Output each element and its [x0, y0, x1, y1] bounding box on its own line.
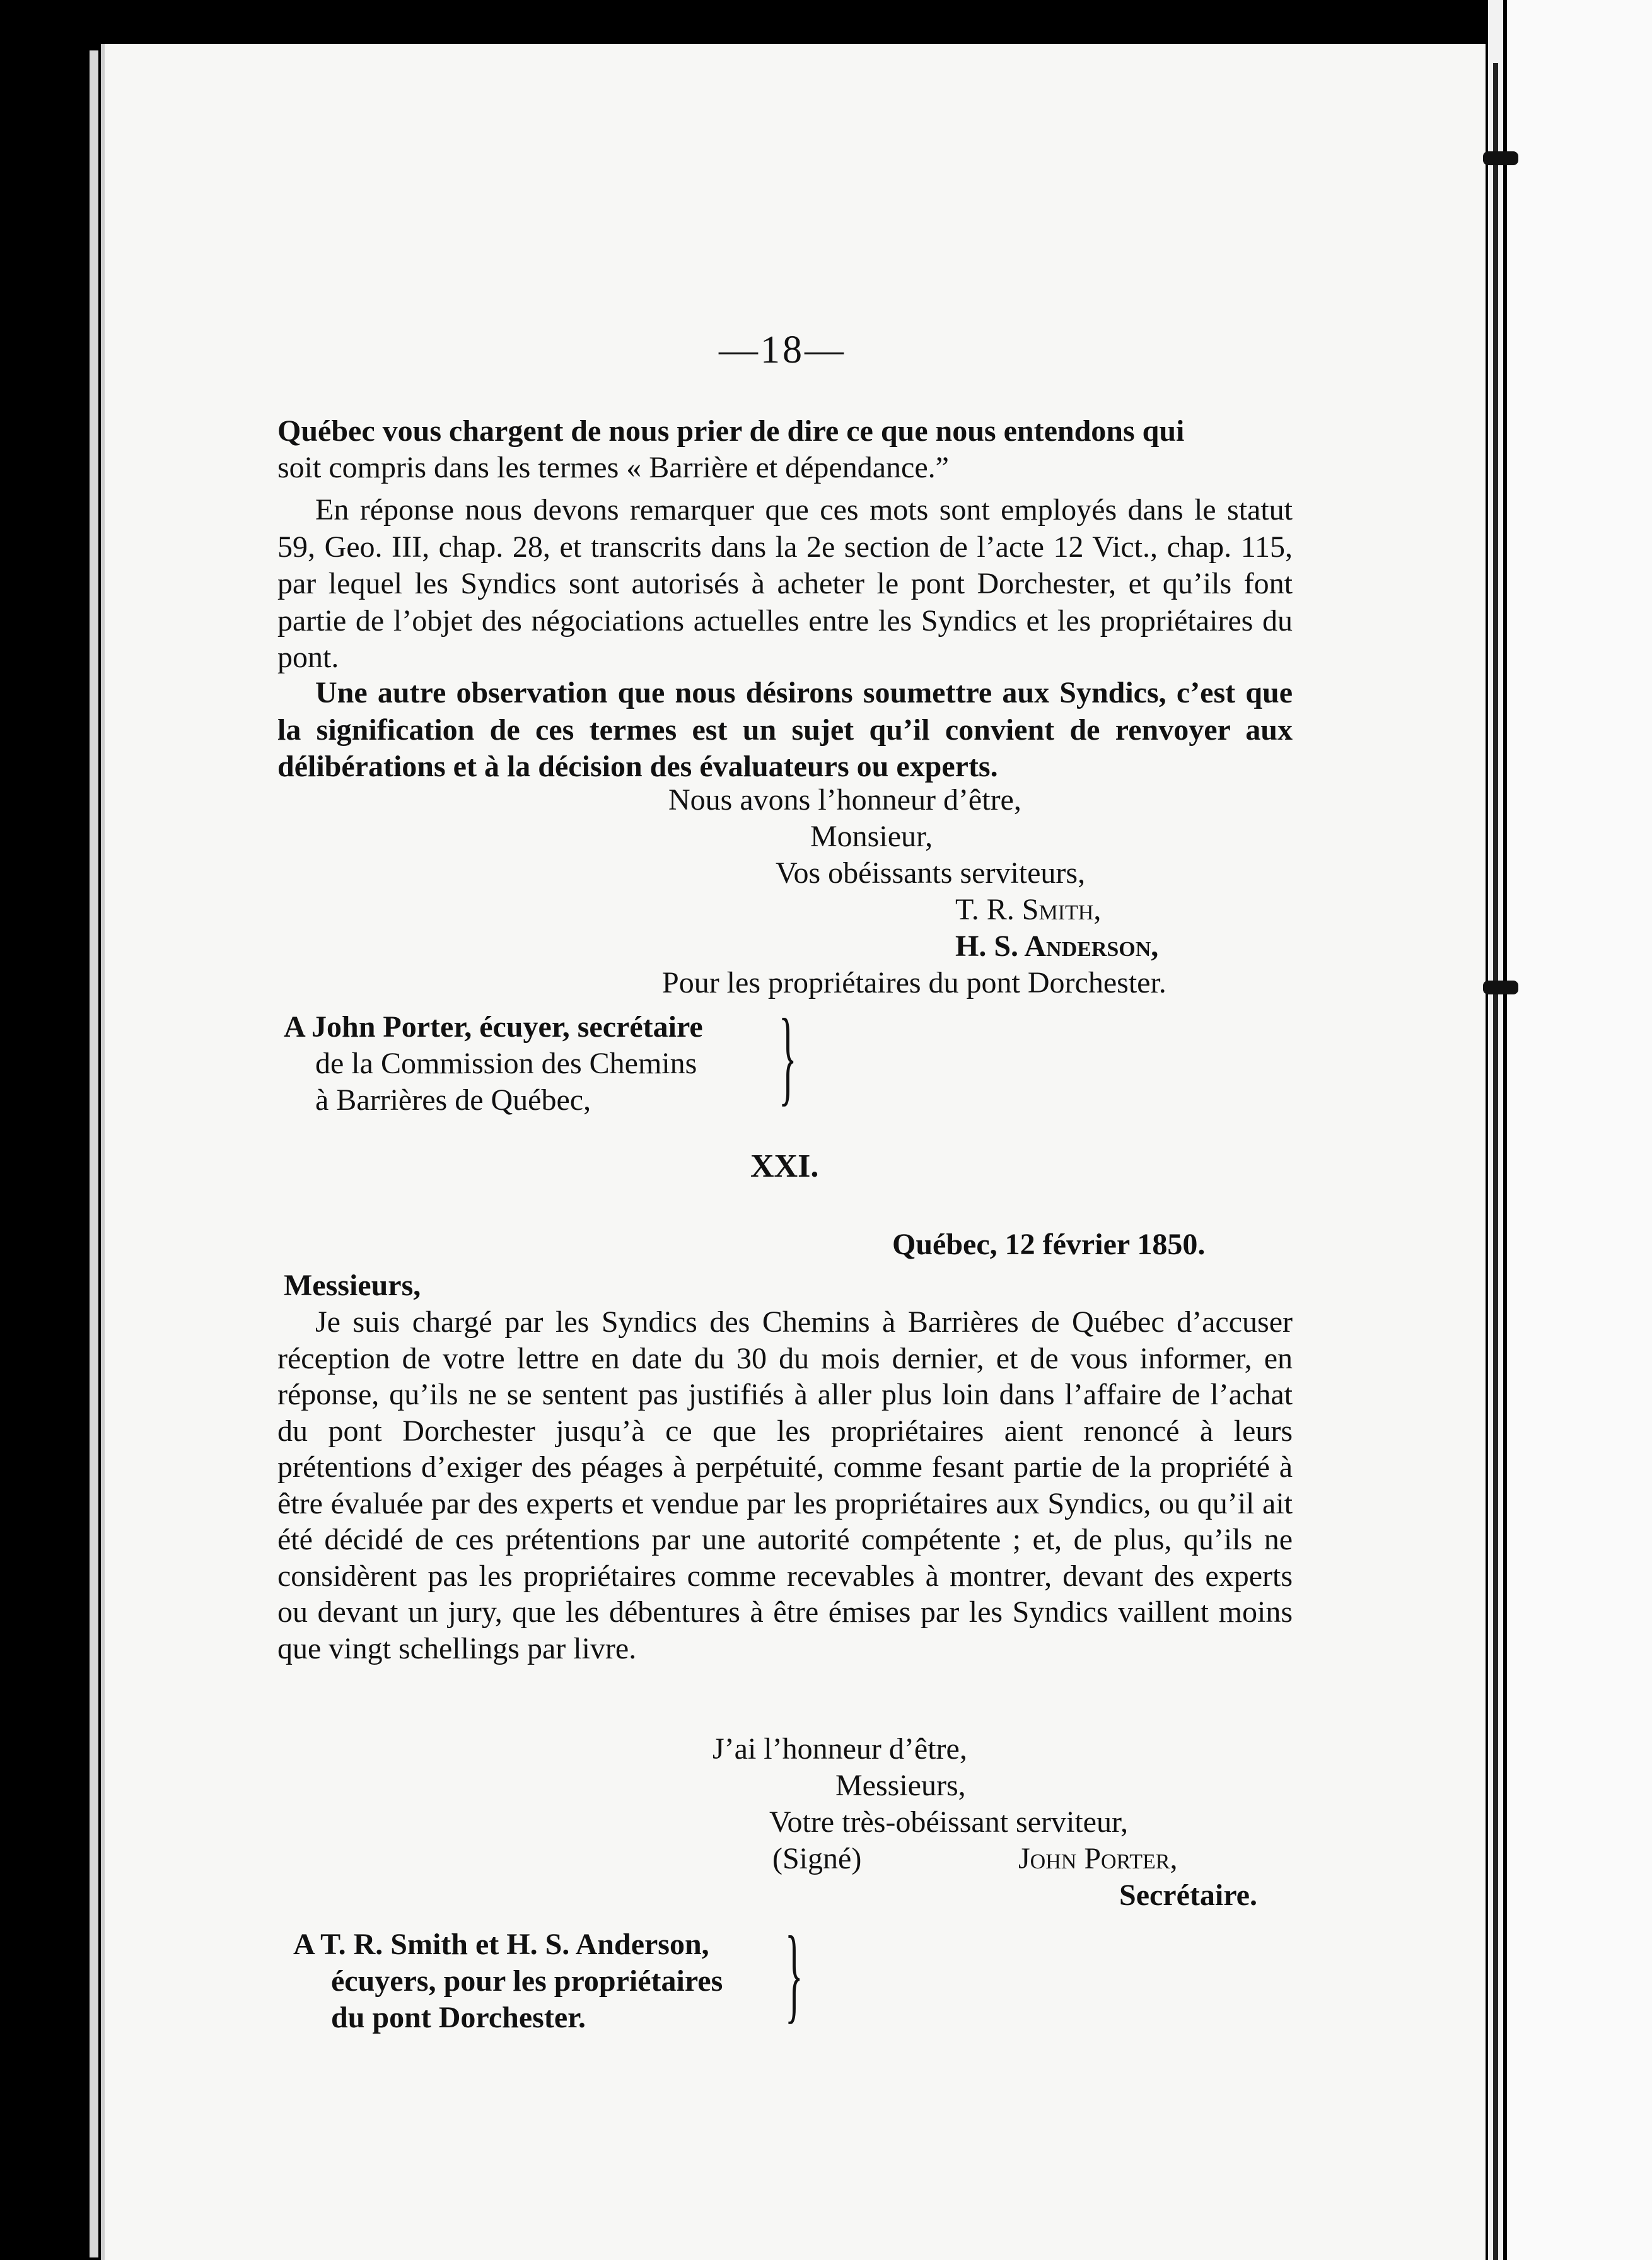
signature-porter: John Porter, — [1018, 1842, 1178, 1875]
signed-note: (Signé) — [772, 1842, 862, 1875]
letter2-closing-salutation: Messieurs, — [835, 1769, 966, 1802]
letter2-closing-formula: J’ai l’honneur d’être, — [713, 1732, 967, 1766]
closing-on-behalf: Pour les propriétaires du pont Dorchester. — [662, 966, 1166, 999]
left-page-edge — [90, 50, 98, 2257]
salutation: Messieurs, — [284, 1269, 421, 1302]
address2-line-2: écuyers, pour les propriétaires — [331, 1964, 723, 1998]
closing-formula: Nous avons l’honneur d’être, — [668, 783, 1021, 817]
letter2-body: Je suis chargé par les Syndics des Chemins à Barrières de Québec d’accuser réception de votre lettre en date du 30 du mois dernier, et de vous informer, en réponse, qu’ils ne se sentent pas justifiés à aller plus loin dans l’affaire de l’achat du pont Dorchester jusqu’à ce que les propriétaires aient renoncé à leurs prétentions d’exiger des péages à perpétuité, comme fesant partie de la propriété à être évaluée par des experts et vendue par les propriétaires aux Syndics, ou qu’il ait été décidé de ces prétentions par une autorité compétente ; et, de plus, qu’ils ne considèrent pas les propriétaires comme recevables à montrer, devant des experts ou devant un jury, que les débentures à être émises par les Syndics vaillent moins que vingt schellings par livre. — [277, 1305, 1293, 1665]
address-line-1: A John Porter, écuyer, secrétaire — [284, 1010, 703, 1044]
address2-line-1: A T. R. Smith et H. S. Anderson, — [293, 1928, 709, 1961]
address2-brace: } — [785, 1914, 803, 2033]
address-line-2: de la Commission des Chemins — [315, 1047, 697, 1080]
closing-salutation: Monsieur, — [810, 820, 933, 853]
section-heading: XXI. — [750, 1148, 819, 1184]
letter1-paragraph-3: Une autre observation que nous désirons soumettre aux Syndics, c’est que la signification de ces termes est un sujet qu’il convient de renvoyer aux délibérations et à la décision des évaluateurs ou experts. — [277, 676, 1293, 783]
address2-line-3: du pont Dorchester. — [331, 2001, 586, 2034]
binding-mark — [1483, 151, 1518, 165]
facing-page-edge — [1507, 0, 1652, 2260]
address-brace: } — [779, 997, 797, 1115]
closing-servants: Vos obéissants serviteurs, — [776, 856, 1086, 890]
dateline: Québec, 12 février 1850. — [892, 1228, 1206, 1261]
letter2-closing-servant: Votre très-obéissant serviteur, — [769, 1805, 1129, 1839]
binding-mark — [1483, 981, 1518, 994]
signature-anderson: H. S. Anderson, — [955, 929, 1159, 963]
page-number: —18— — [719, 329, 846, 371]
signature-smith: T. R. Smith, — [955, 893, 1102, 926]
opening-line-1: Québec vous chargent de nous prier de dire ce que nous entendons qui — [277, 414, 1185, 448]
address-line-3: à Barrières de Québec, — [315, 1083, 591, 1117]
signature-title: Secrétaire. — [1119, 1878, 1257, 1912]
letter1-paragraph-2: En réponse nous devons remarquer que ces mots sont employés dans le statut 59, Geo. III, chap. 28, et transcrits dans la 2e section de l’acte 12 Vict., chap. 115, par lequel les Syndics sont autorisés à acheter le pont Dorchester, et qu’ils font partie de l’objet des négociations actuelles entre les Syndics et les propriétaires du pont. — [277, 493, 1293, 674]
opening-line-2: soit compris dans les termes « Barrière et dépendance.” — [277, 451, 949, 484]
binding-line — [1493, 63, 1498, 2260]
